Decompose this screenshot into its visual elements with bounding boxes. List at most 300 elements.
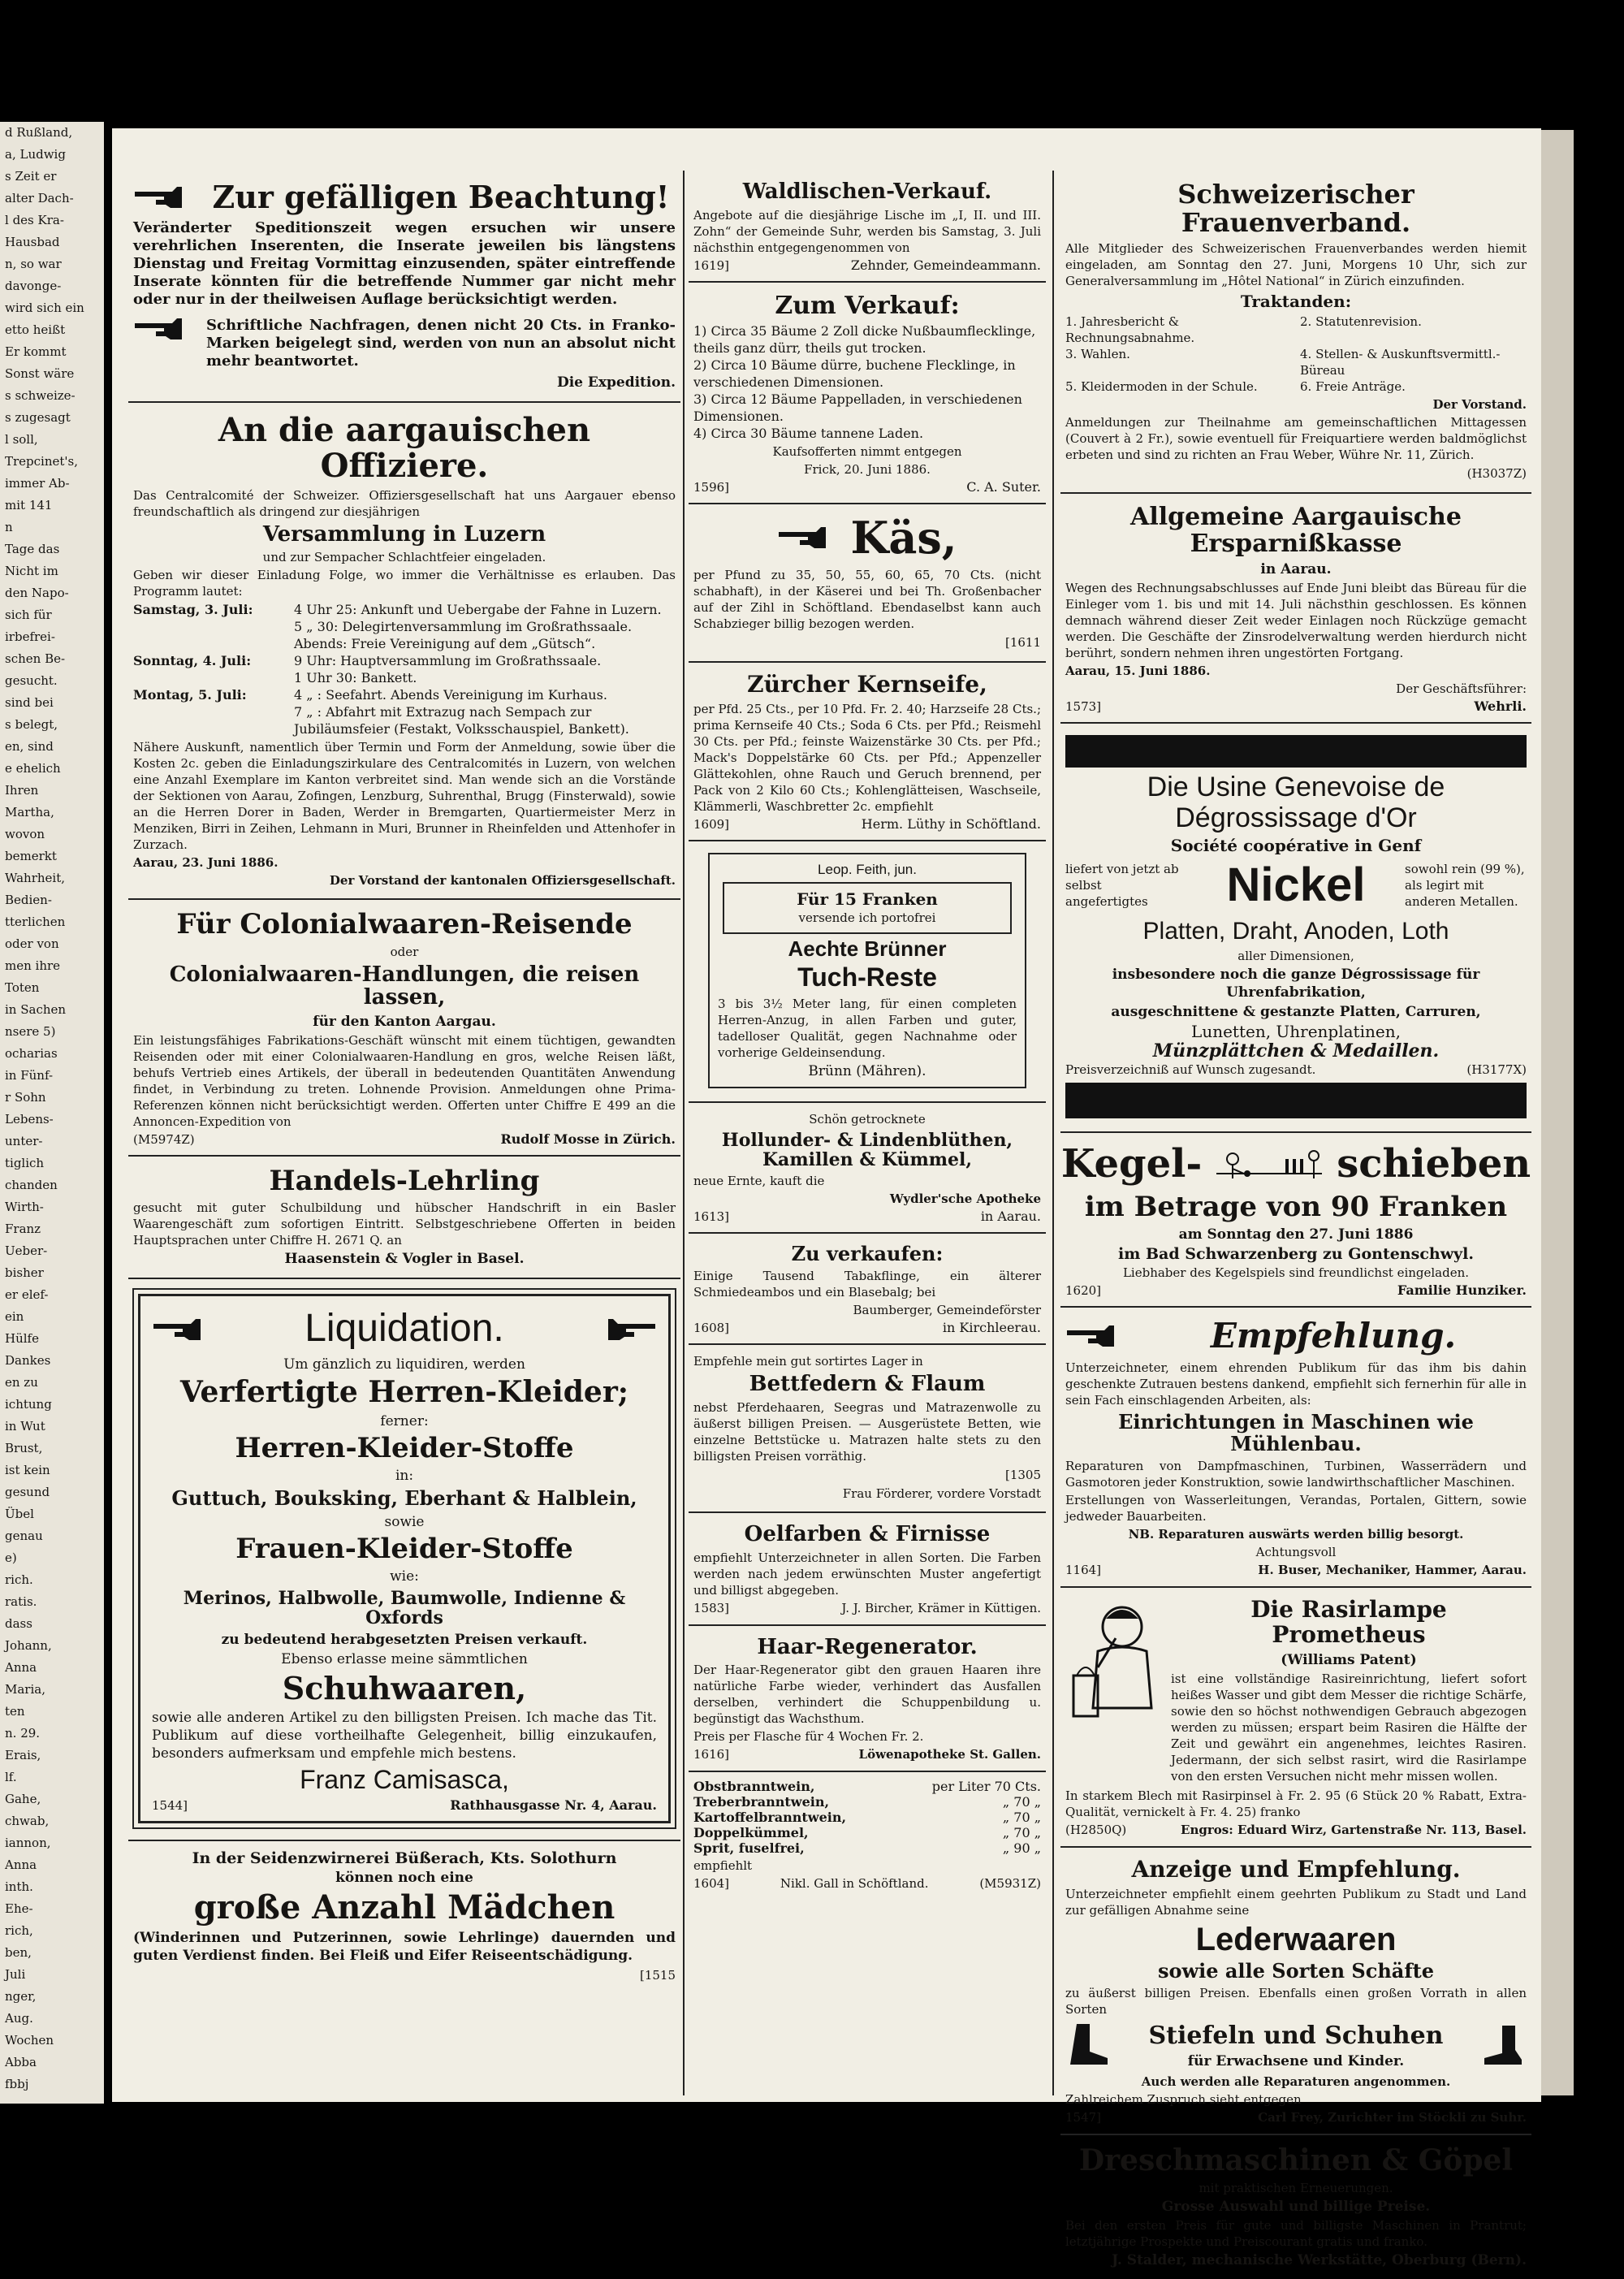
program-item: 7 „ : Abfahrt mit Extrazug nach Sempach zur Jubiläumsfeier (Festakt, Volksschauspiel, Bankett). xyxy=(294,704,629,737)
strip-line: Toten xyxy=(5,980,40,995)
ad-text: liefert von jetzt ab selbst angefertigtes xyxy=(1065,862,1179,910)
strip-line: nger, xyxy=(5,1989,37,2004)
ad-title: Tuch-Reste xyxy=(797,962,937,992)
ad-text: Alle Mitglieder des Schweizerischen Frauenverbandes werden hiemit eingeladen, am Sonntag den 27. Juni, Morgens 10 Uhr, sich zur Generalversammlung im „Hôtel National“ in Zürich einzufinden. xyxy=(1065,241,1527,289)
ad-text: Das Centralcomité der Schweizer. Offiziersgesellschaft hat uns Aargauer ebenso freundschaftlich als dringend zur diesjährigen xyxy=(133,487,676,519)
program-day xyxy=(133,686,676,737)
pointing-hand-icon xyxy=(1065,1322,1130,1350)
ad-text: Frick, 20. Juni 1886. xyxy=(804,461,931,477)
strip-line: s schweize- xyxy=(5,388,76,403)
strip-line: Tage das xyxy=(5,542,60,556)
ad-code: (H3177X) xyxy=(1466,1062,1527,1077)
ad-title: Bettfedern & Flaum xyxy=(749,1372,986,1397)
strip-line: er elef- xyxy=(5,1287,49,1302)
price-row xyxy=(693,1810,1041,1825)
program-day xyxy=(133,601,676,652)
ad-text: Geben wir dieser Einladung Folge, wo immer die Verhältnisse es erlauben. Das Programm lautet: xyxy=(133,568,676,599)
ad-title: Empfehlung. xyxy=(1210,1316,1457,1356)
ad-title: Kegel- xyxy=(1060,1140,1203,1187)
ad-signature: C. A. Suter. xyxy=(966,478,1041,495)
ad-code: (M5974Z) xyxy=(133,1131,195,1147)
ad-text: Erstellungen von Wasserleitungen, Verandas, Portalen, Gittern, sowie jedweder Bauarbeiten. xyxy=(1065,1493,1527,1524)
strip-line: Anna xyxy=(5,1857,37,1872)
ad-text: Lunetten, Uhrenplatinen, xyxy=(1191,1021,1401,1041)
product-name: Obstbranntwein, xyxy=(693,1779,815,1795)
ad-title: Aechte Brünner xyxy=(788,936,947,961)
pointing-hand-icon xyxy=(133,315,198,343)
strip-line: Anna xyxy=(5,1660,37,1675)
ad-title: Anzeige und Empfehlung. xyxy=(1131,1855,1461,1883)
ad-title: Die Rasirlampe Prometheus xyxy=(1250,1596,1447,1648)
ad-headline: Lederwaaren xyxy=(1195,1921,1397,1957)
program-item: Abends: Freie Vereinigung auf dem „Gütsch“. xyxy=(294,636,596,652)
ad-title: Dreschmaschinen & Göpel xyxy=(1078,2143,1514,2177)
ad-zu-verkaufen xyxy=(689,1234,1046,1345)
strip-line: s Zeit er xyxy=(5,169,57,184)
ad-text: Angebote auf die diesjährige Lische im „I, II. und III. Zohn“ der Gemeinde Suhr, werden bis Samstag, 3. Juli nächsthin entgegengenommen von xyxy=(693,207,1041,255)
ad-haar xyxy=(689,1626,1046,1773)
ad-title: An die aargauischen Offiziere. xyxy=(218,410,591,485)
strip-line: in Sachen xyxy=(5,1002,67,1017)
ad-text: per Pfund zu 35, 50, 55, 60, 65, 70 Cts. (nicht schabhaft), in der Käserei und bei Th. Großenbacher auf der Zihl in Schöftland. Ebendaselbst kann auch Schabzieger billig bezogen werden. xyxy=(693,567,1041,631)
ad-signature: Franz Camisasca, xyxy=(300,1765,509,1795)
product-price: „ 70 „ xyxy=(1002,1825,1041,1841)
ad-title: Käs, xyxy=(850,511,957,564)
page-edge xyxy=(1541,130,1574,2095)
ad-betten xyxy=(689,1345,1046,1513)
strip-line: l des Kra- xyxy=(5,213,64,227)
strip-line: alter Dach- xyxy=(5,191,74,205)
strip-line: en, sind xyxy=(5,739,54,754)
product-price: per Liter 70 Cts. xyxy=(931,1779,1041,1795)
strip-line: wovon xyxy=(5,827,45,841)
agenda-item: 5. Kleidermoden in der Schule. xyxy=(1065,379,1258,395)
strip-line: Nicht im xyxy=(5,564,58,578)
ad-text: NB. Reparaturen auswärts werden billig besorgt. xyxy=(1128,1527,1464,1542)
product-name: Sprit, fuselfrei, xyxy=(693,1840,805,1857)
ad-code: 1619] xyxy=(693,257,730,273)
program-day-label: Montag, 5. Juli: xyxy=(133,687,247,703)
strip-line: r Sohn xyxy=(5,1090,46,1105)
ad-text: Empfehle mein gut sortirtes Lager in xyxy=(693,1354,923,1369)
ad-text: sowie alle anderen Artikel zu den billigsten Preisen. Ich mache das Tit. Publikum auf diese vortheilhafte Gelegenheit, billig einzukaufen, besonders aufmerksam und empfehle mich bestens. xyxy=(152,1710,657,1762)
item-list xyxy=(693,322,1041,442)
strip-line: s belegt, xyxy=(5,717,58,732)
ad-title: Zürcher Kernseife, xyxy=(747,670,987,698)
ad-text: in: xyxy=(395,1468,414,1485)
ad-subtitle: Colonialwaaren-Handlungen, die reisen lassen, xyxy=(169,962,640,1010)
ad-offiziere xyxy=(128,403,680,901)
strip-line: Lebens- xyxy=(5,1112,54,1127)
ad-text: zu bedeutend herabgesetzten Preisen verkauft. xyxy=(221,1632,588,1649)
ad-title: Waldlischen-Verkauf. xyxy=(742,179,992,204)
strip-line: ichtung xyxy=(5,1397,52,1412)
agenda-item: 3. Wahlen. xyxy=(1065,347,1130,362)
ad-code: 1583] xyxy=(693,1600,730,1615)
ad-code: 1596] xyxy=(693,479,730,495)
ad-code: 1604] xyxy=(693,1876,730,1892)
ad-title: Oelfarben & Firnisse xyxy=(744,1521,991,1546)
shaving-man-illustration xyxy=(1065,1594,1163,1732)
ad-text: Der Geschäftsführer: xyxy=(1396,681,1527,697)
ad-address: Rathhausgasse Nr. 4, Aarau. xyxy=(450,1797,657,1814)
ad-text: empfiehlt xyxy=(693,1858,753,1874)
ad-oelfarben xyxy=(689,1513,1046,1626)
strip-line: in Wut xyxy=(5,1419,45,1434)
strip-line: dass xyxy=(5,1616,32,1631)
ad-code: 1609] xyxy=(693,816,730,832)
list-item: 4) Circa 30 Bäume tannene Laden. xyxy=(693,425,924,441)
strip-line: unter- xyxy=(5,1134,43,1148)
ad-text: Veränderter Speditionszeit wegen ersuchen wir unsere verehrlichen Inserenten, die Inserate jeweilen bis längstens Dienstag und Freitag Vormittag einzusenden, später eintreffende Inserate könnten für die betreffende Nummer gar nicht mehr oder nur in der theilweisen Auflage berücksichtigt werden. xyxy=(133,218,676,308)
ad-text: insbesondere noch die ganze Dégrossissage für Uhrenfabrikation, xyxy=(1112,966,1480,1001)
ad-text: Liebhaber des Kegelspiels sind freundlichst eingeladen. xyxy=(1122,1265,1470,1281)
strip-line: inth. xyxy=(5,1879,33,1894)
strip-line: immer Ab- xyxy=(5,476,70,491)
strip-line: oder von xyxy=(5,936,59,951)
ad-subtitle: Stiefeln und Schuhen xyxy=(1148,2021,1444,2050)
ad-text: ferner: xyxy=(380,1412,429,1429)
ad-text: Ebenso erlasse meine sämmtlichen xyxy=(281,1651,528,1668)
ad-signature: Frau Förderer, vordere Vorstadt xyxy=(842,1485,1041,1501)
price-row xyxy=(693,1779,1041,1794)
pointing-hand-icon xyxy=(777,524,842,551)
ad-kernseife xyxy=(689,663,1046,841)
ad-title: große Anzahl Mädchen xyxy=(193,1888,615,1927)
ad-wald xyxy=(689,171,1046,283)
ad-text: nebst Pferdehaaren, Seegras und Matrazenwolle zu äußerst billigen Preisen. — Ausgerüstete Betten, wie einzelne Bettstücke u. Matrazen halte stets zu den billigsten Preisen vorräthig. xyxy=(693,1399,1041,1464)
strip-line: Maria, xyxy=(5,1682,45,1697)
ad-title: Schweizerischer Frauenverband. xyxy=(1177,179,1415,239)
ad-date: Aarau, 23. Juni 1886. xyxy=(133,855,279,871)
strip-line: ocharias xyxy=(5,1046,58,1061)
ad-lederwaaren xyxy=(1060,1848,1531,2135)
black-rule xyxy=(1065,1083,1527,1118)
price-row xyxy=(693,1794,1041,1810)
strip-line: sich für xyxy=(5,608,52,622)
strip-line: den Napo- xyxy=(5,586,69,600)
strip-line: a, Ludwig xyxy=(5,147,66,162)
strip-line: sind bei xyxy=(5,695,54,710)
ad-code: 1608] xyxy=(693,1321,730,1336)
ad-signature: Engros: Eduard Wirz, Gartenstraße Nr. 113, Basel. xyxy=(1181,1822,1527,1837)
ad-code: 1547] xyxy=(1065,2109,1102,2125)
ad-code: [1515 xyxy=(639,1968,676,1983)
ad-title: Liquidation. xyxy=(304,1307,504,1351)
ad-text: Unterzeichneter empfiehlt einem geehrten Publikum zu Stadt und Land zur gefälligen Abnahme seine xyxy=(1065,1886,1527,1918)
ad-text: empfiehlt Unterzeichneter in allen Sorten. Die Farben werden nach jedem erwünschten Muster angefertigt und billigst abgegeben. xyxy=(693,1550,1041,1598)
agenda-item: 6. Freie Anträge. xyxy=(1300,379,1406,395)
ad-text: Ein leistungsfähiges Fabrikations-Geschäft wünscht mit einem tüchtigen, gewandten Reisenden oder mit einer Colonialwaaren-Handlung en gros, welche Reisen läßt, behufs Vertrieb eines Artikels, der überall in bedeutenden Quantitäten Anwendung findet, in Verbindung zu treten. Lohnende Provision. Anmeldungen ohne Prima-Referenzen können nicht berücksichtigt werden. Offerten unter Chiffre E 499 an die Annoncen-Expedition von xyxy=(133,1032,676,1129)
strip-line: en zu xyxy=(5,1375,38,1390)
ad-price: In starkem Blech mit Rasirpinsel à Fr. 2. 95 (6 Stück 20 % Rabatt, Extra-Qualität, vernickelt à Fr. 4. 25) franko xyxy=(1065,1788,1527,1819)
ad-subtitle: im Betrage von 90 Franken xyxy=(1084,1190,1508,1223)
strip-line: Erais, xyxy=(5,1748,41,1762)
ad-title: Die Usine Genevoise de Dégrossissage d'Or xyxy=(1147,772,1445,833)
ad-signature: Nikl. Gall in Schöftland. xyxy=(780,1876,929,1892)
ad-kaes xyxy=(689,504,1046,663)
ad-text: Reparaturen von Dampfmaschinen, Turbinen, Wasserrädern und Gasmotoren jeder Konstruktion, sowie landwirthschaftlicher Maschinen. xyxy=(1065,1459,1527,1490)
ad-title: schieben xyxy=(1337,1140,1531,1187)
ad-signature: Familie Hunziker. xyxy=(1397,1282,1527,1299)
strip-line: Bedien- xyxy=(5,893,52,907)
ad-text: Grosse Auswahl und billige Preise. xyxy=(1161,2199,1431,2216)
strip-line: iannon, xyxy=(5,1836,51,1850)
ad-text: Um gänzlich zu liquidiren, werden xyxy=(283,1356,525,1373)
shoe-icon xyxy=(1478,2021,1527,2069)
strip-line: Er kommt xyxy=(5,344,67,359)
ad-text: Bei den ersten Preis für gute und billigste Maschinen in Prantrut; letztjährige Prospekte und Preiscourant gratis und franko. xyxy=(1065,2218,1527,2250)
ad-date: am Sonntag den 27. Juni 1886 xyxy=(1178,1226,1414,1243)
ad-text: per Pfd. 25 Cts., per 10 Pfd. Fr. 2. 40; Harzseife 28 Cts.; prima Kernseife 40 Cts.; Soda 6 Cts. per Pfd.; Reismehl 30 Cts. per Pfd.; feinste Waizenstärke 30 Cts. per Pfd.; Mack's Doppelstärke 60 Cts. per Pfd.; Appenzeller Glättekohlen, ohne Rauch und Geruch brennend, per Pack von 2 Kilo 60 Cts.; Kohlenglätteisen, Waschseile, Klämmerli, Waschbretter 2c. empfiehlt xyxy=(693,701,1041,814)
strip-line: mit 141 xyxy=(5,498,53,512)
pointing-hand-right-icon xyxy=(152,1316,217,1343)
ad-code: 1613] xyxy=(693,1209,730,1224)
strip-line: rich, xyxy=(5,1923,33,1938)
program-day xyxy=(133,652,676,686)
ad-subtitle: Platten, Draht, Anoden, Loth xyxy=(1142,917,1449,945)
agenda-item: 4. Stellen- & Auskunftsvermittl.-Büreau xyxy=(1300,347,1501,378)
ad-text: Achtungsvoll xyxy=(1255,1545,1337,1560)
product-name: Doppelkümmel, xyxy=(693,1825,809,1841)
ad-signature: Der Vorstand. xyxy=(1432,397,1527,413)
ad-text: Der Haar-Regenerator gibt den grauen Haaren ihre natürliche Farbe wieder, verhindert das Ausfallen derselben, verhindert die Schuppenbildung u. begünstigt das Wachsthum. xyxy=(693,1663,1041,1727)
ad-signature: Wydler'sche Apotheke xyxy=(889,1191,1041,1206)
strip-line: Hülfe xyxy=(5,1331,39,1346)
strip-line: Johann, xyxy=(5,1638,52,1653)
strip-line: gesund xyxy=(5,1485,50,1499)
ad-text: neue Ernte, kauft die xyxy=(693,1173,825,1188)
ad-signature: Wehrli. xyxy=(1474,698,1527,715)
ad-beachtung xyxy=(128,171,680,403)
price-list xyxy=(693,1779,1041,1856)
strip-line: d Rußland, xyxy=(5,125,73,140)
ad-text: aller Dimensionen, xyxy=(1237,948,1354,963)
ad-empfehlung xyxy=(1060,1308,1531,1588)
strip-line: n, so war xyxy=(5,257,62,271)
strip-line: e) xyxy=(5,1550,17,1565)
strip-line: irbefrei- xyxy=(5,629,55,644)
ad-title: Zur gefälligen Beachtung! xyxy=(212,179,670,215)
strip-line: Übel xyxy=(5,1507,34,1521)
strip-line: ratis. xyxy=(5,1594,37,1609)
black-rule xyxy=(1065,735,1527,768)
ad-subtitle: Traktanden: xyxy=(1240,292,1352,312)
column-3 xyxy=(1060,171,1531,2279)
ad-dreschmaschinen xyxy=(1060,2135,1531,2279)
strip-line: ein xyxy=(5,1309,24,1324)
ad-code: (H3037Z) xyxy=(1466,466,1527,482)
agenda-item: 2. Statutenrevision. xyxy=(1300,314,1422,330)
ad-text: Leop. Feith, jun. xyxy=(818,861,917,877)
ad-signature: Haasenstein & Vogler in Basel. xyxy=(284,1251,525,1268)
ad-text: Wegen des Rechnungsabschlusses auf Ende Juni bleibt das Büreau für die Einleger vom 1. bis und mit 14. Juli nächsthin geschlossen. Es können demnach während dieser Zeit weder Einlagen noch Rückzüge gemacht werden. Die Geschäfte der Zinsrodelverwaltung werden hierdurch nicht berührt, sondern nehmen ihren ungestörten Fortgang. xyxy=(1065,581,1527,661)
ad-kegel xyxy=(1060,1133,1531,1308)
ad-title: Allgemeine Aargauische Ersparnißkasse xyxy=(1130,503,1462,559)
agenda-item: 1. Jahresbericht & Rechnungsabnahme. xyxy=(1065,314,1195,346)
ad-text: Unterzeichneter, einem ehrenden Publikum für das ihm bis dahin geschenkte Zutrauen bestens dankend, empfiehlt sich fernerhin für alle in sein Fach einschlagenden Arbeiten, als: xyxy=(1065,1360,1527,1408)
strip-line: etto heißt xyxy=(5,322,66,337)
strip-line: ben, xyxy=(5,1945,32,1960)
ad-place: in Kirchleerau. xyxy=(942,1320,1041,1336)
program-list xyxy=(133,601,676,737)
strip-line: schen Be- xyxy=(5,651,66,666)
ad-signature: Der Vorstand der kantonalen Offiziersgesellschaft. xyxy=(329,873,676,889)
pointing-hand-icon xyxy=(133,184,198,211)
ad-feith xyxy=(689,841,1046,1103)
ad-text: Brünn (Mähren). xyxy=(808,1062,926,1079)
ad-subtitle: in Aarau. xyxy=(1260,561,1332,578)
product-price: „ 90 „ xyxy=(1002,1840,1041,1857)
ad-subtitle: Société coopérative xyxy=(1170,836,1350,856)
ad-subtitle: sowie alle Sorten Schäfte xyxy=(1157,1958,1435,1983)
ad-text: Einige Tausend Tabakflinge, ein älterer Schmiedeambos und ein Blasebalg; bei xyxy=(693,1269,1041,1300)
strip-line: ist kein xyxy=(5,1463,50,1477)
ad-lehrling xyxy=(128,1157,680,1279)
ad-code: (M5931Z) xyxy=(979,1876,1041,1892)
ad-place: in Aarau. xyxy=(980,1208,1041,1224)
strip-line: bisher xyxy=(5,1265,44,1280)
program-item: 4 Uhr 25: Ankunft und Uebergabe der Fahne in Luzern. xyxy=(294,602,662,618)
ad-price: Preis per Flasche für 4 Wochen Fr. 2. xyxy=(693,1729,924,1745)
ad-code: [1611 xyxy=(1004,634,1041,650)
column-2 xyxy=(689,171,1046,1900)
strip-line: Sonst wäre xyxy=(5,366,75,381)
ad-text: oder xyxy=(390,944,419,959)
strip-line: Gahe, xyxy=(5,1792,41,1806)
ad-code: 1573] xyxy=(1065,699,1102,715)
ad-text: Nähere Auskunft, namentlich über Termin und Form der Anmeldung, sowie über die Kosten 2c. geben die Einladungszirkulare des Centralcomités in Luzern, von welchen eine Anzahl Exemplare im Kanton verbreitet sind. Man wende sich an die Vorstände der Sektionen von Aarau, Zofingen, Lenzburg, Suhrenthal, Brugg (Finsterwald), sowie an die Herren Dorer in Baden, Werder in Bremgarten, Quartiermeister Merz in Menziken, Birri in Zeihen, Lehmann in Muri, Brunner in Rheinfelden und Attenhofer in Zurzach. xyxy=(133,740,676,853)
strip-line: fbbj xyxy=(5,2077,29,2091)
ad-signature: Carl Frey, Zurichter im Stöckli zu Suhr. xyxy=(1258,2109,1527,2125)
ad-text: Schriftliche Nachfragen, denen nicht 20 Cts. in Franko-Marken beigelegt sind, werden von nun an absolut nicht mehr beantwortet. xyxy=(206,316,676,370)
ad-title: Zum Verkauf: xyxy=(775,291,960,320)
strip-line: davonge- xyxy=(5,279,62,293)
ad-code: 1620] xyxy=(1065,1283,1102,1299)
ad-rasirlampe xyxy=(1060,1588,1531,1848)
ad-title: Handels-Lehrling xyxy=(269,1164,540,1197)
ad-zum-verkauf xyxy=(689,283,1046,504)
strip-line: Ihren xyxy=(5,783,39,798)
ad-text: gesucht mit guter Schulbildung und hübscher Handschrift in ein Basler Waarengeschäft zum sofortigen Eintritt. Selbstgeschriebene Offerten in beiden Hauptsprachen unter Chiffre H. 2671 Q. an xyxy=(133,1200,676,1248)
ad-text: Kaufsofferten nimmt entgegen xyxy=(772,443,962,459)
ad-text: Zahlreichem Zuspruch sieht entgegen xyxy=(1065,2091,1302,2107)
program-day-label: Sonntag, 4. Juli: xyxy=(133,653,252,669)
strip-line: Wahrheit, xyxy=(5,871,66,885)
strip-line: genau xyxy=(5,1529,43,1543)
ad-subtitle: Merinos, Halbwolle, Baumwolle, Indienne & Oxfords xyxy=(183,1587,626,1629)
strip-line: n xyxy=(5,520,13,534)
price-row xyxy=(693,1840,1041,1856)
ad-text: mit praktischen Erneuerungen. xyxy=(1199,2181,1393,2196)
ad-signature: Baumberger, Gemeindeförster xyxy=(853,1303,1041,1318)
program-item: 1 Uhr 30: Bankett. xyxy=(294,670,417,686)
ad-branntwein xyxy=(689,1772,1046,1900)
product-name: Treberbranntwein, xyxy=(693,1794,830,1810)
ad-title: Hollunder- & Lindenblüthen, Kamillen & Kümmel, xyxy=(721,1129,1013,1170)
ad-text: für Erwachsene und Kinder. xyxy=(1187,2052,1405,2069)
strip-line: Martha, xyxy=(5,805,54,819)
ad-title: Haar-Regenerator. xyxy=(757,1634,978,1659)
ad-date: Aarau, 15. Juni 1886. xyxy=(1065,664,1211,679)
strip-line: Brust, xyxy=(5,1441,43,1455)
program-item: 9 Uhr: Hauptversammlung im Großrathssaale. xyxy=(294,653,602,669)
program-item: 4 „ : Seefahrt. Abends Vereinigung im Kurhaus. xyxy=(294,687,607,703)
strip-line: Ehe- xyxy=(5,1901,33,1916)
program-day-label: Samstag, 3. Juli: xyxy=(133,602,253,618)
strip-line: in Fünf- xyxy=(5,1068,54,1083)
strip-line: men ihre xyxy=(5,958,61,973)
strip-line: wird sich ein xyxy=(5,301,84,315)
strip-line: e ehelich xyxy=(5,761,61,776)
newspaper-page xyxy=(112,128,1541,2269)
ad-text: Anmeldungen zur Theilnahme am gemeinschaftlichen Mittagessen (Couvert à 2 Fr.), sowie eventuell für Freiquartiere werden baldmöglichst erbeten und sind zu richten an Frau Weber, Wührе Nr. 11, Zürich. xyxy=(1065,415,1527,463)
column-1 xyxy=(128,171,680,1994)
ad-subtitle: Einrichtungen in Maschinen wie Mühlenbau. xyxy=(1118,1410,1474,1455)
ad-text: Schön getrocknete xyxy=(809,1111,926,1127)
ad-signature: H. Buser, Mechaniker, Hammer, Aarau. xyxy=(1258,1563,1527,1578)
ad-text: Auch werden alle Reparaturen angenommen. xyxy=(1141,2074,1451,2089)
ad-maedchen xyxy=(128,1841,680,1994)
ad-price: Für 15 Franken xyxy=(797,889,938,909)
boot-icon xyxy=(1065,2021,1114,2069)
strip-line: chanden xyxy=(5,1178,58,1192)
ad-text: wie: xyxy=(390,1568,419,1585)
pointing-hand-left-icon xyxy=(592,1316,657,1343)
ad-subtitle: (Williams Patent) xyxy=(1281,1651,1417,1668)
strip-line: Aug. xyxy=(5,2011,33,2026)
product-price: „ 70 „ xyxy=(1002,1810,1041,1826)
strip-line: Trepcinet's, xyxy=(5,454,79,469)
strip-line: gesucht. xyxy=(5,673,58,688)
ad-text: ausgeschnittene & gestanzte Platten, Carruren, xyxy=(1111,1003,1481,1020)
ad-place: im Bad Schwarzenberg zu Gontenschwyl. xyxy=(1118,1245,1474,1264)
ad-liquidation xyxy=(128,1279,680,1841)
ad-code: 1164] xyxy=(1065,1563,1102,1578)
ad-text: Preisverzeichniß auf Wunsch zugesandt. xyxy=(1065,1062,1316,1077)
strip-line: ten xyxy=(5,1704,25,1719)
ad-text: und zur Sempacher Schlachtfeier eingeladen. xyxy=(262,550,546,565)
strip-line: chwab, xyxy=(5,1814,50,1828)
ad-text: 3 bis 3½ Meter lang, für einen completen Herren-Anzug, in allen Farben und guter, tadelloser Qualität, gegen Nachnahme oder vorherige Geldeinsendung. xyxy=(718,996,1017,1060)
strip-line: Abba xyxy=(5,2055,37,2069)
ad-text: In der Seidenzwirnerei Büßerach, Kts. Solothurn xyxy=(192,1849,617,1868)
strip-line: Juli xyxy=(5,1967,26,1982)
strip-line: Wochen xyxy=(5,2033,54,2048)
strip-line: n. 29. xyxy=(5,1726,41,1741)
ad-title: Für Colonialwaaren-Reisende xyxy=(176,908,633,941)
list-item: 3) Circa 12 Bäume Pappelladen, in verschiedenen Dimensionen. xyxy=(693,391,1022,424)
agenda-list xyxy=(1065,314,1527,395)
ad-subtitle: Herren-Kleider-Stoffe xyxy=(235,1431,574,1464)
ad-code: 1616] xyxy=(693,1747,730,1762)
ad-subtitle: Versammlung in Luzern xyxy=(262,521,546,547)
list-item: 1) Circa 35 Bäume 2 Zoll dicke Nußbaumflecklinge, theils ganz dürr, theils gut trocken. xyxy=(693,322,1036,356)
ad-text: zu äußerst billigen Preisen. Ebenfalls einen großen Vorrath in allen Sorten xyxy=(1065,1985,1527,2017)
ad-subtitle: Frauen-Kleider-Stoffe xyxy=(235,1532,573,1565)
product-name: Kartoffelbranntwein, xyxy=(693,1810,847,1826)
strip-line: s zugesagt xyxy=(5,410,71,425)
strip-line: tterlichen xyxy=(5,915,66,929)
ad-text: sowohl rein (99 %), als legirt mit anderen Metallen. xyxy=(1405,862,1525,910)
ad-code: (H2850Q) xyxy=(1065,1822,1127,1837)
ad-holunder xyxy=(689,1103,1046,1234)
ad-text: sowie xyxy=(384,1513,425,1530)
adjacent-page-strip xyxy=(0,122,104,2104)
strip-line: Ueber- xyxy=(5,1243,48,1258)
ad-subtitle: Verfertigte Herren-Kleider; xyxy=(179,1375,629,1410)
strip-line: Wirth- xyxy=(5,1200,44,1214)
